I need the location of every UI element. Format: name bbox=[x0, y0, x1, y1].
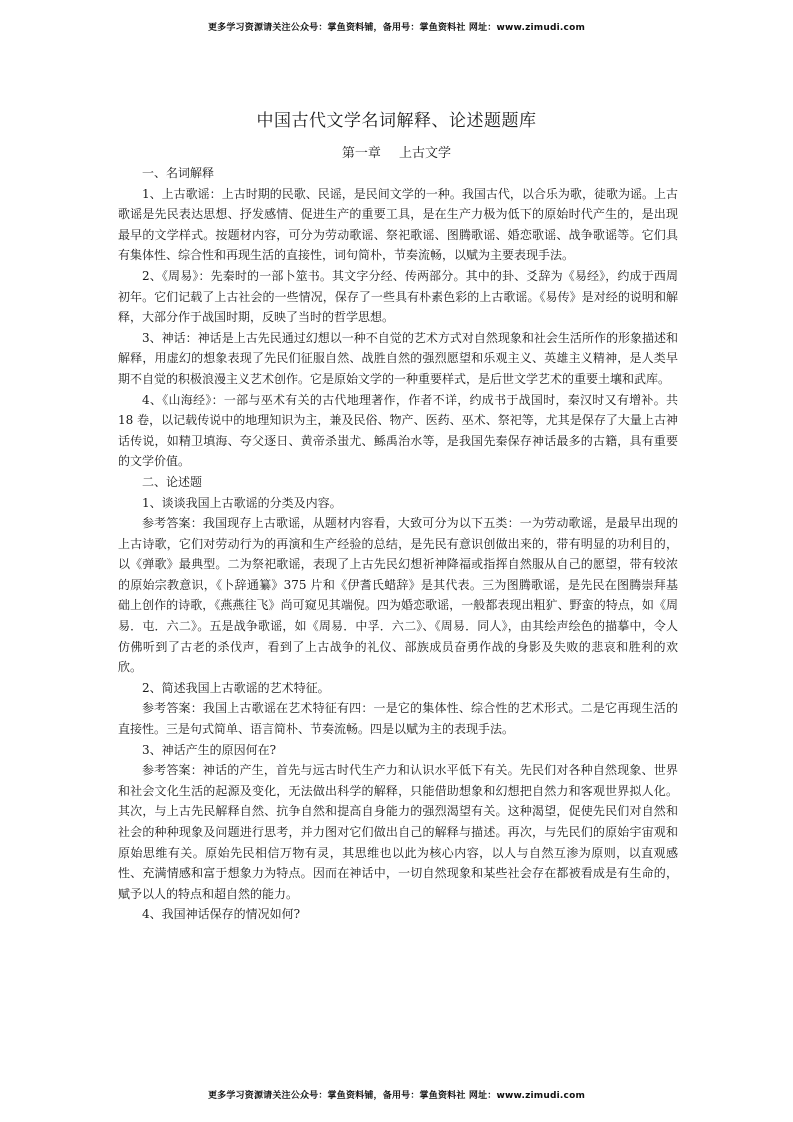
essay-question: 1、谈谈我国上古歌谣的分类及内容。 bbox=[142, 495, 342, 510]
essay-question: 2、简述我国上古歌谣的艺术特征。 bbox=[142, 680, 330, 695]
section-heading-essays: 二、论述题 bbox=[142, 474, 203, 489]
essay-question: 4、我国神话保存的情况如何? bbox=[142, 907, 301, 922]
chapter-heading: 第一章 上古文学 bbox=[341, 146, 452, 161]
footer-banner: 更多学习资源请关注公众号：掌鱼资料铺，备用号：掌鱼资料社 网址：www.zimudi.com bbox=[207, 1091, 586, 1101]
essay-answer: 参考答案：我国现存上古歌谣，从题材内容看，大致可分为以下五类：一为劳动歌谣，是最早出现的上古诗歌，它们对劳动行为的再演和生产经验的总结，是先民有意识创做出来的，带有明显的功利目的，以《弹歌》最典型。二为祭祀歌谣，表现了上古先民幻想祈神降福或指挥自然服从自己的愿望，带有较浓的原始宗教意识，《卜辞通纂》375 片和《伊耆氏蜡辞》是其代表。三为图腾歌谣，是先民在图腾崇拜基础上创作的诗歌，《燕燕往飞》尚可窥见其端倪。四为婚恋歌谣，一般都表现出粗犷、野蛮的特点，如《周易．屯．六二》。五是战争歌谣，如《周易．中孚．六二》、《周易．同人》，由其绘声绘色的描摹中，令人仿佛听到了古老的杀伐声，看到了上古战争的礼仪、部族成员奋勇作战的身影及失败的悲哀和胜利的欢欣。 bbox=[118, 516, 678, 675]
section-heading-terms: 一、名词解释 bbox=[142, 166, 215, 180]
essay-question: 3、神话产生的原因何在? bbox=[142, 742, 277, 757]
term-definition: 2、《周易》：先秦时的一部卜筮书。其文字分经、传两部分。其中的卦、爻辞为《易经》，约成于西周初年。它们记载了上古社会的一些情况，保存了一些具有朴素色彩的上古歌谣。《易传》是对经的说明和解释，大部分作于战国时期，反映了当时的哲学思想。 bbox=[118, 268, 678, 325]
essay-answer: 参考答案：我国上古歌谣在艺术特征有四：一是它的集体性、综合性的艺术形式。二是它再现生活的直接性。三是句式简单、语言简朴、节奏流畅。四是以赋为主的表现手法。 bbox=[118, 701, 678, 737]
document-title: 中国古代文学名词解释、论述题题库 bbox=[256, 111, 537, 131]
term-definition: 1、上古歌谣：上古时期的民歌、民谣，是民间文学的一种。我国古代，以合乐为歌，徒歌为谣。上古歌谣是先民表达思想、抒发感情、促进生产的重要工具，是在生产力极为低下的原始时代产生的，是出现最早的文学样式。按题材内容，可分为劳动歌谣、祭祀歌谣、图腾歌谣、婚恋歌谣、战争歌谣等。它们具有集体性、综合性和再现生活的直接性，词句简朴，节奏流畅，以赋为主要表现手法。 bbox=[118, 186, 678, 263]
term-definition: 4、《山海经》：一部与巫术有关的古代地理著作，作者不详，约成书于战国时，秦汉时又有增补。共 18 卷，以记载传说中的地理知识为主，兼及民俗、物产、医药、巫术、祭祀等，尤其是保存了大量上古神话传说，如精卫填海、夸父逐日、黄帝杀蚩尤、鲧禹治水等，是我国先秦保存神话最多的古籍，具有重要的文学价值。 bbox=[118, 392, 678, 469]
header-banner: 更多学习资源请关注公众号：掌鱼资料铺，备用号：掌鱼资料社 网址：www.zimudi.com bbox=[207, 23, 586, 33]
document-body bbox=[118, 163, 678, 925]
term-definition: 3、神话：神话是上古先民通过幻想以一种不自觉的艺术方式对自然现象和社会生活所作的形象描述和解释，用虚幻的想象表现了先民们征服自然、战胜自然的强烈愿望和乐观主义、英雄主义精神，是人类早期不自觉的积极浪漫主义艺术创作。它是原始文学的一种重要样式，是后世文学艺术的重要土壤和武库。 bbox=[118, 330, 678, 386]
essay-answer: 参考答案：神话的产生，首先与远古时代生产力和认识水平低下有关。先民们对各种自然现象、世界和社会文化生活的起源及变化，无法做出科学的解释，只能借助想象和幻想把自然力和客观世界拟人化。其次，与上古先民解释自然、抗争自然和提高自身能力的强烈渴望有关。这种渴望，促使先民们对自然和社会的种种现象及问题进行思考，并力图对它们做出自己的解释与描述。再次，与先民们的原始宇宙观和原始思维有关。原始先民相信万物有灵，其思维也以此为核心内容，以人与自然互渗为原则，以直观感性、充满情感和富于想象力为特点。因而在神话中，一切自然现象和某些社会存在都被看成是有生命的，赋予以人的特点和超自然的能力。 bbox=[118, 763, 678, 901]
